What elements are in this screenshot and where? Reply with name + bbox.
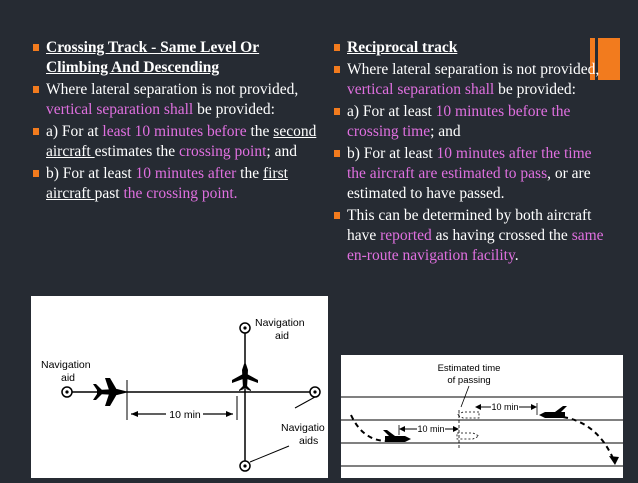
right-bullet-1: Where lateral separation is not provided, vertical separation shall be provided: (334, 60, 604, 100)
left-column (33, 38, 318, 206)
reciprocal-track-diagram (341, 355, 623, 478)
svg-text:aid: aid (275, 330, 290, 342)
crossing-track-diagram (31, 296, 328, 478)
svg-text:aid: aid (61, 372, 76, 384)
aircraft-left-icon (383, 430, 411, 442)
navaid-right-label: Navigatio (281, 422, 325, 434)
left-title: Crossing Track - Same Level Or Climbing And Descending (33, 38, 318, 78)
aircraft-ghost-2-icon (457, 433, 479, 439)
svg-text:of passing: of passing (447, 375, 491, 386)
right-title: Reciprocal track (334, 38, 604, 58)
left-bullet-2: a) For at least 10 minutes before the second aircraft estimates the crossing point; and (33, 122, 318, 162)
climb-path (351, 415, 387, 441)
right-bullet-3: b) For at least 10 minutes after the time the aircraft are estimated to pass, or are estimated to have passed. (334, 144, 604, 204)
navaid-top-label: Navigation (255, 317, 305, 329)
aircraft-vertical-icon (232, 363, 258, 391)
left-bullet-1: Where lateral separation is not provided, vertical separation shall be provided: (33, 80, 318, 120)
estimated-time-label: Estimated time (437, 363, 501, 374)
aircraft-ghost-1-icon (457, 412, 479, 418)
navaid-left-label: Navigation (41, 359, 91, 371)
svg-text:aids: aids (299, 435, 319, 447)
interval-top-label: 10 min (491, 402, 519, 412)
aircraft-right-icon (539, 406, 567, 418)
left-bullet-3: b) For at least 10 minutes after the first aircraft past the crossing point. (33, 164, 318, 204)
descent-path (563, 417, 615, 463)
right-bullet-4: This can be determined by both aircraft have reported as having crossed the same en-route navigation facility. (334, 206, 604, 266)
right-column (334, 38, 604, 268)
aircraft-horizontal-icon (93, 378, 127, 406)
interval-bottom-label: 10 min (417, 424, 445, 434)
interval-label: 10 min (169, 409, 201, 421)
right-bullet-2: a) For at least 10 minutes before the crossing time; and (334, 102, 604, 142)
